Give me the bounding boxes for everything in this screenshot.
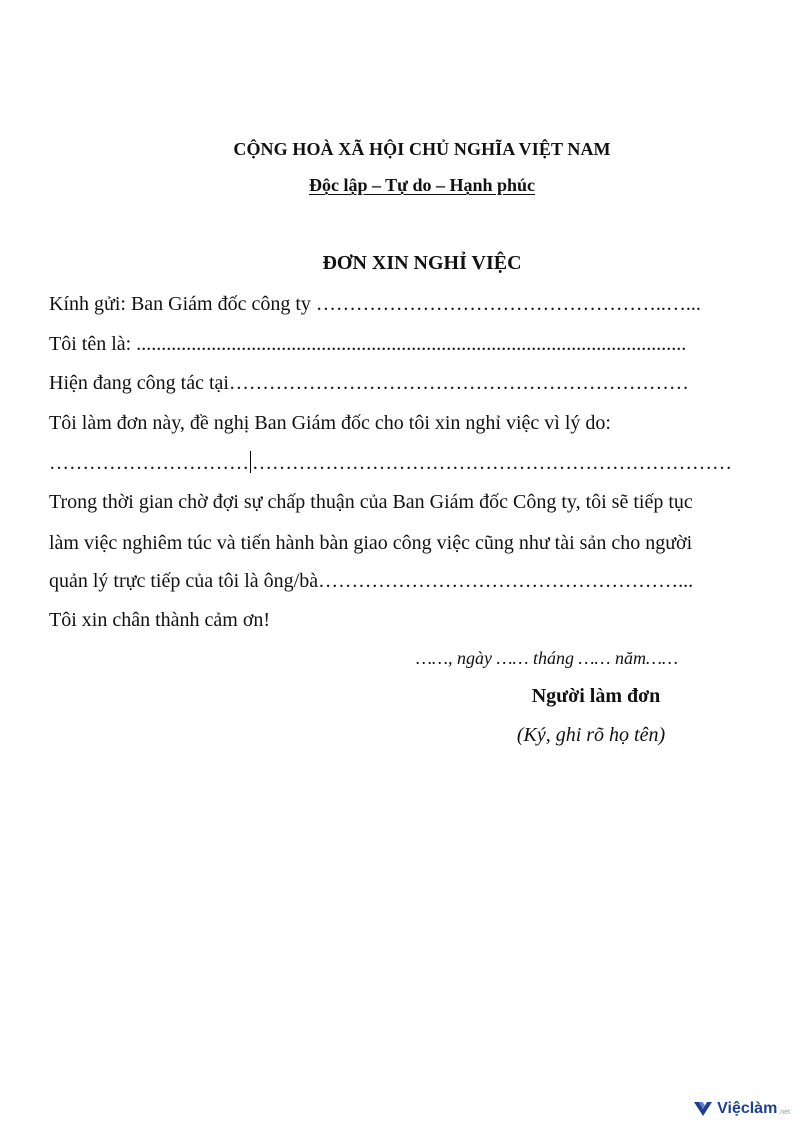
document-title: ĐƠN XIN NGHỈ VIỆC bbox=[322, 252, 522, 274]
workplace-line: Hiện đang công tác tại…………………………………………………………… bbox=[49, 372, 689, 394]
reason-blank-2: ……………………………………………………………… bbox=[252, 452, 732, 474]
brand-logo bbox=[693, 1100, 790, 1118]
name-line: Tôi tên là: .............................................................................................................. bbox=[49, 333, 687, 355]
date-line: ……, ngày …… tháng …… năm…… bbox=[416, 648, 679, 668]
thanks-line: Tôi xin chân thành cảm ơn! bbox=[49, 609, 271, 631]
brand-name: Việclàm bbox=[717, 1100, 778, 1117]
signature-note: (Ký, ghi rõ họ tên) bbox=[516, 724, 666, 746]
nation-heading: CỘNG HOÀ XÃ HỘI CHỦ NGHĨA VIỆT NAM bbox=[233, 139, 611, 159]
motto-text: Độc lập – Tự do – Hạnh phúc bbox=[308, 175, 536, 195]
body-line-3: quản lý trực tiếp của tôi là ông/bà………………………………………………... bbox=[49, 570, 694, 592]
signer-label: Người làm đơn bbox=[531, 685, 661, 707]
recipient-line: Kính gửi: Ban Giám đốc công ty ……………………………………………..…... bbox=[49, 293, 701, 315]
request-line: Tôi làm đơn này, đề nghị Ban Giám đốc cho tôi xin nghỉ việc vì lý do: bbox=[49, 412, 611, 434]
text-cursor bbox=[250, 451, 251, 473]
reason-blank-1: ………………………… bbox=[49, 452, 249, 474]
motto-heading bbox=[0, 175, 800, 196]
body-line-2: làm việc nghiêm túc và tiến hành bàn giao công việc cũng như tài sản cho người bbox=[49, 532, 693, 554]
reason-line bbox=[49, 450, 795, 476]
body-line-1: Trong thời gian chờ đợi sự chấp thuận của Ban Giám đốc Công ty, tôi sẽ tiếp tục bbox=[49, 491, 693, 513]
check-v-icon bbox=[693, 1100, 713, 1118]
brand-suffix: .net bbox=[778, 1109, 790, 1116]
